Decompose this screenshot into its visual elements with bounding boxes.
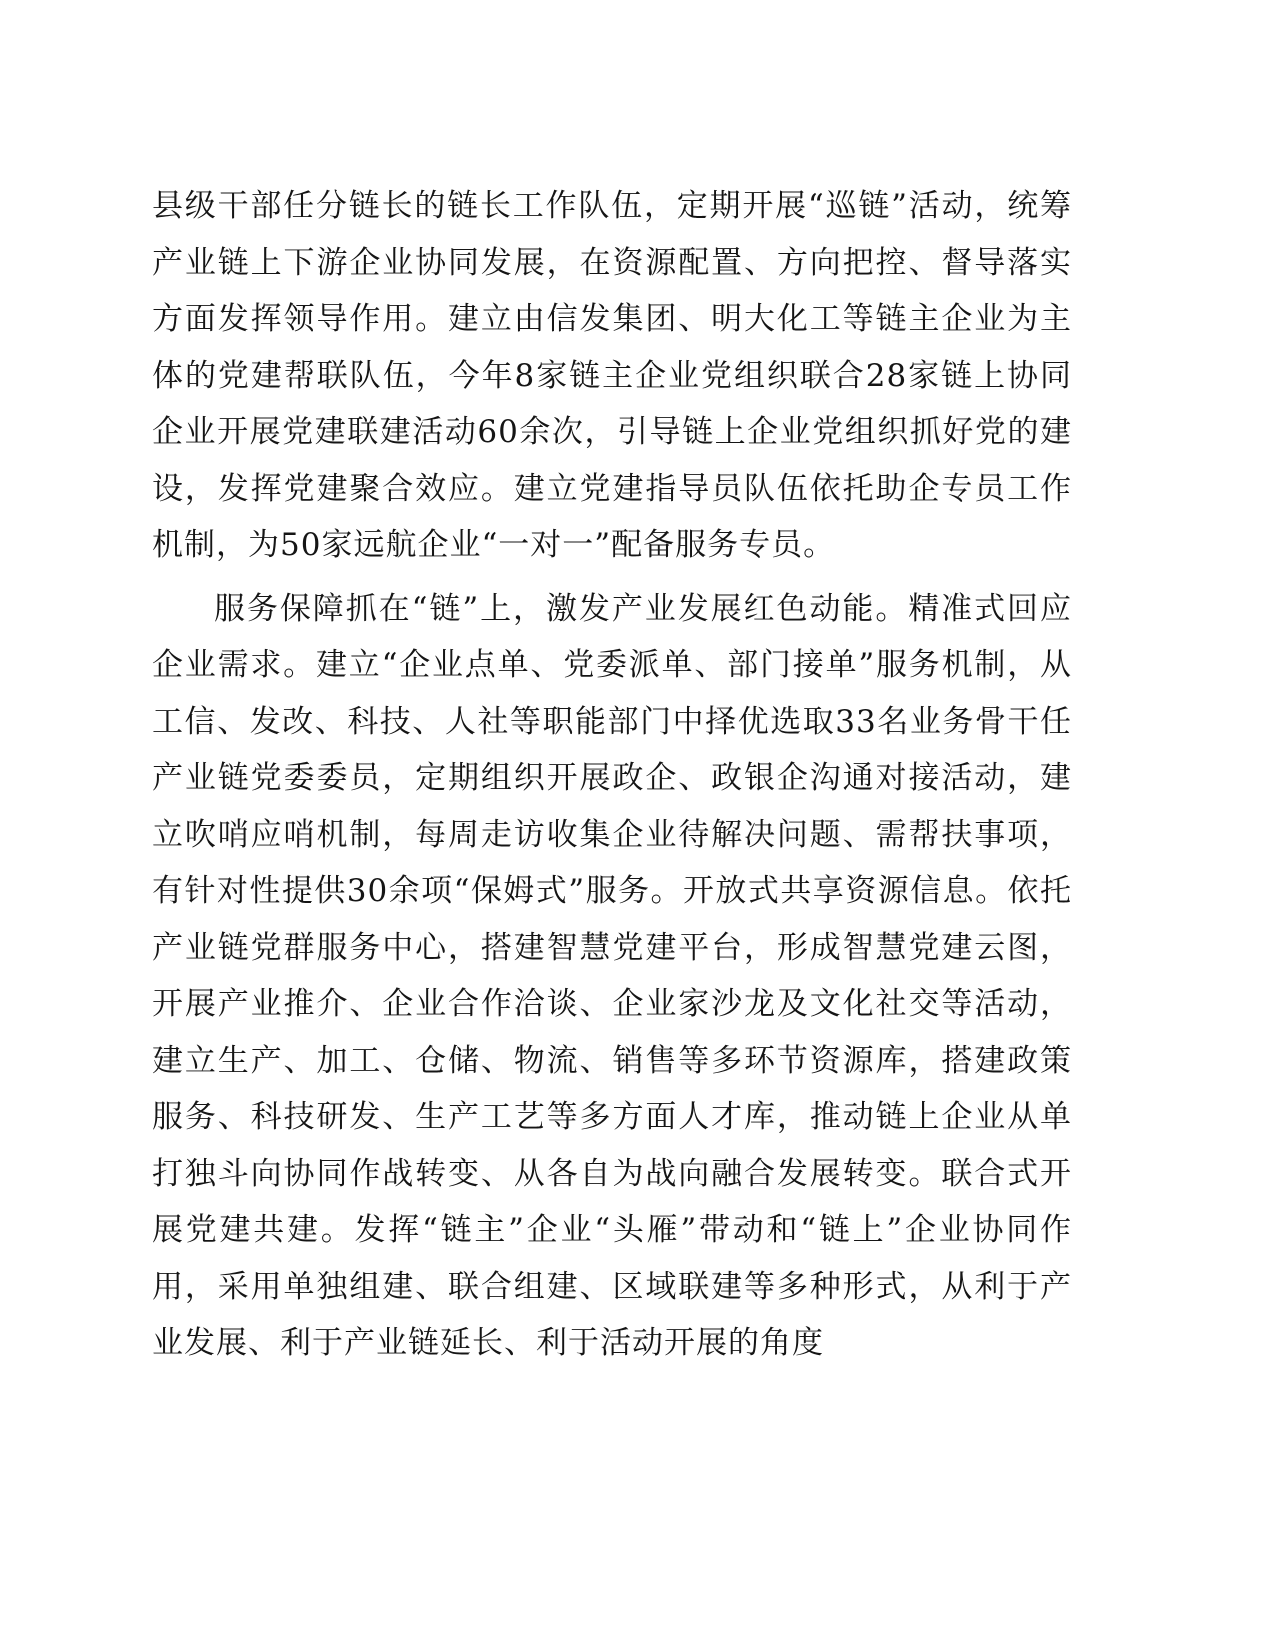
document-body bbox=[152, 178, 1072, 1372]
paragraph-1: 县级干部任分链长的链长工作队伍，定期开展“巡链”活动，统筹产业链上下游企业协同发展，在资源配置、方向把控、督导落实方面发挥领导作用。建立由信发集团、明大化工等链主企业为主体的党建帮联队伍，今年8家链主企业党组织联合28家链上协同企业开展党建联建活动60余次，引导链上企业党组织抓好党的建设，发挥党建聚合效应。建立党建指导员队伍依托助企专员工作机制，为50家远航企业“一对一”配备服务专员。 bbox=[152, 188, 1072, 563]
paragraph-2: 服务保障抓在“链”上，激发产业发展红色动能。精准式回应企业需求。建立“企业点单、党委派单、部门接单”服务机制，从工信、发改、科技、人社等职能部门中择优选取33名业务骨干任产业链党委委员，定期组织开展政企、政银企沟通对接活动，建立吹哨应哨机制，每周走访收集企业待解决问题、需帮扶事项，有针对性提供30余项“保姆式”服务。开放式共享资源信息。依托产业链党群服务中心，搭建智慧党建平台，形成智慧党建云图，开展产业推介、企业合作洽谈、企业家沙龙及文化社交等活动，建立生产、加工、仓储、物流、销售等多环节资源库，搭建政策服务、科技研发、生产工艺等多方面人才库，推动链上企业从单打独斗向协同作战转变、从各自为战向融合发展转变。联合式开展党建共建。发挥“链主”企业“头雁”带动和“链上”企业协同作用，采用单独组建、联合组建、区域联建等多种形式，从利于产业发展、利于产业链延长、利于活动开展的角度 bbox=[152, 590, 1072, 1361]
